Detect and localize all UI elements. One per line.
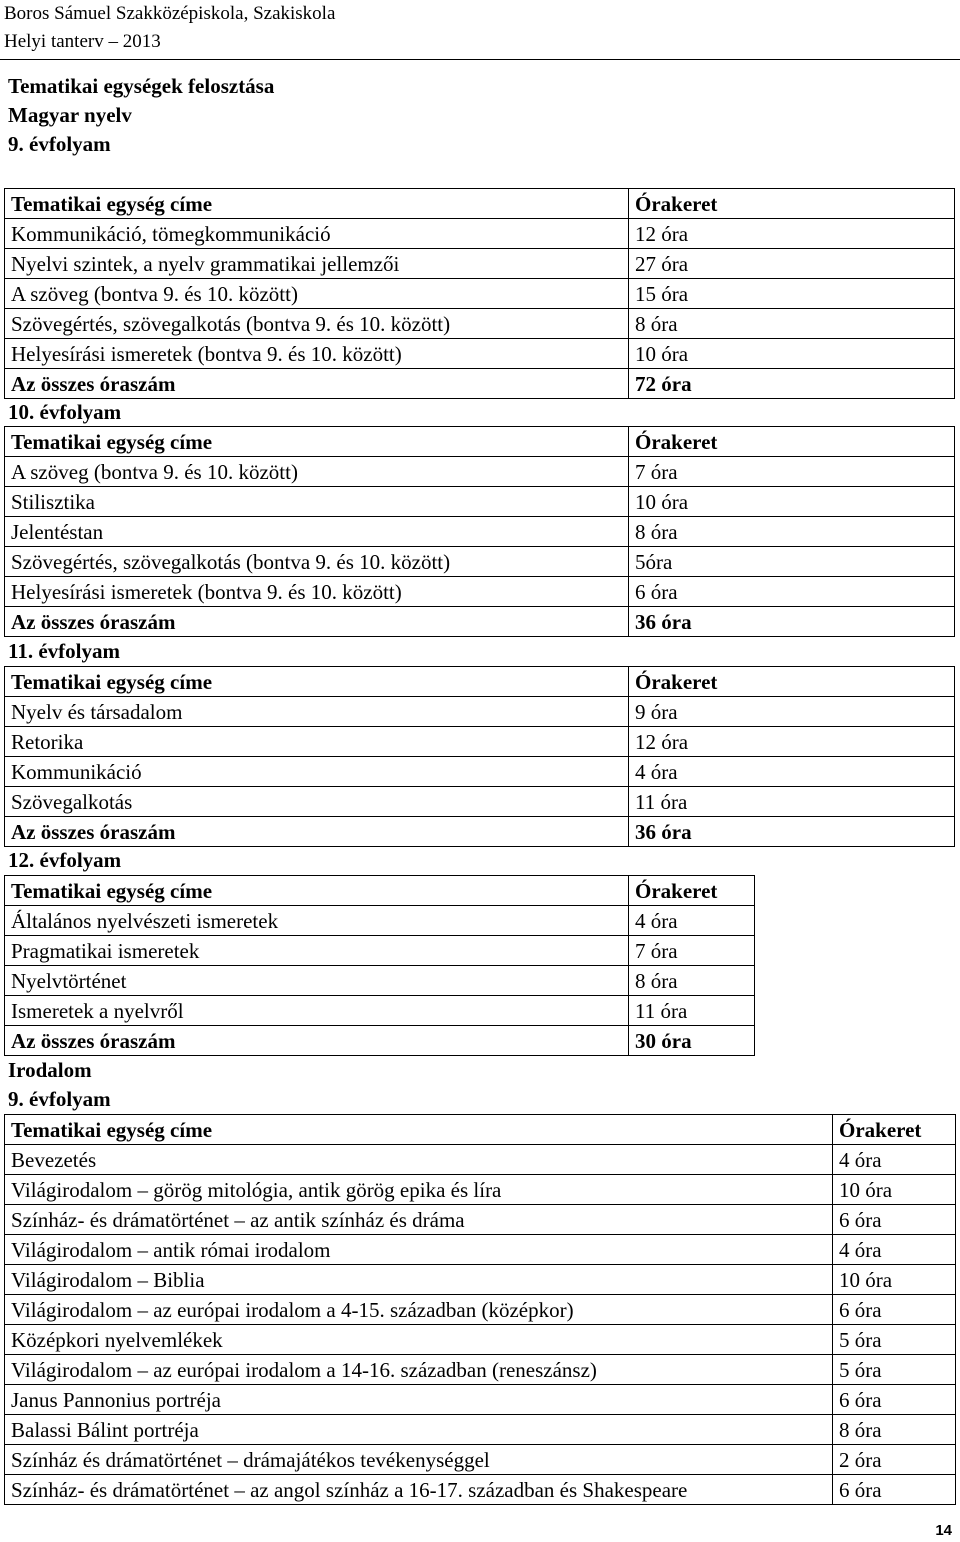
table-row <box>5 547 955 577</box>
topic-cell: Az összes óraszám <box>5 369 629 399</box>
table-row <box>5 279 955 309</box>
subject-title: Magyar nyelv <box>8 103 132 127</box>
grade-title: 9. évfolyam <box>8 132 111 156</box>
topic-cell: Szövegalkotás <box>5 787 629 817</box>
topic-cell: Kommunikáció <box>5 757 629 787</box>
hours-cell: Órakeret <box>629 667 955 697</box>
hours-cell: 30 óra <box>629 1026 755 1056</box>
topic-cell: Színház- és drámatörténet – az angol színház a 16-17. században és Shakespeare <box>5 1475 833 1505</box>
hours-cell: 5 óra <box>833 1325 956 1355</box>
table-row <box>5 697 955 727</box>
table-row <box>5 1415 956 1445</box>
hours-cell: 36 óra <box>629 607 955 637</box>
topic-cell: Világirodalom – Biblia <box>5 1265 833 1295</box>
hours-cell: 12 óra <box>629 727 955 757</box>
topic-cell: Helyesírási ismeretek (bontva 9. és 10. között) <box>5 339 629 369</box>
topic-cell: Bevezetés <box>5 1145 833 1175</box>
table-row <box>5 339 955 369</box>
topic-cell: A szöveg (bontva 9. és 10. között) <box>5 279 629 309</box>
table-row <box>5 936 755 966</box>
document-titles <box>8 72 274 159</box>
table-row <box>5 457 955 487</box>
table-header-row <box>5 1115 956 1145</box>
irodalom-label: Irodalom <box>8 1058 92 1082</box>
hours-cell: 10 óra <box>833 1175 956 1205</box>
topic-cell: Színház- és drámatörténet – az antik színház és dráma <box>5 1205 833 1235</box>
page-header <box>4 0 335 56</box>
main-title: Tematikai egységek felosztása <box>8 74 275 98</box>
table-row <box>5 1325 956 1355</box>
hours-cell: 6 óra <box>833 1205 956 1235</box>
table-row <box>5 1355 956 1385</box>
table-row <box>5 487 955 517</box>
table-row <box>5 1205 956 1235</box>
topic-cell: Kommunikáció, tömegkommunikáció <box>5 219 629 249</box>
topic-cell: Nyelvtörténet <box>5 966 629 996</box>
topic-cell: Szövegértés, szövegalkotás (bontva 9. és 10. között) <box>5 309 629 339</box>
hours-cell: 4 óra <box>833 1235 956 1265</box>
hours-cell: 11 óra <box>629 787 955 817</box>
hours-cell: 10 óra <box>833 1265 956 1295</box>
table-row <box>5 1235 956 1265</box>
hours-cell: 10 óra <box>629 487 955 517</box>
topic-cell: Az összes óraszám <box>5 817 629 847</box>
hours-cell: 2 óra <box>833 1445 956 1475</box>
table-row <box>5 219 955 249</box>
hours-cell: 8 óra <box>629 309 955 339</box>
hours-cell: 8 óra <box>833 1415 956 1445</box>
table-total-row <box>5 817 955 847</box>
table-total-row <box>5 1026 755 1056</box>
table-row <box>5 517 955 547</box>
topic-cell: Helyesírási ismeretek (bontva 9. és 10. között) <box>5 577 629 607</box>
topic-cell: Jelentéstan <box>5 517 629 547</box>
hours-cell: 5 óra <box>833 1355 956 1385</box>
table-row <box>5 996 755 1026</box>
hours-cell: 6 óra <box>833 1385 956 1415</box>
hours-cell: Órakeret <box>629 189 955 219</box>
nyelv-10-table <box>4 426 955 637</box>
hours-cell: 6 óra <box>833 1295 956 1325</box>
table-row <box>5 727 955 757</box>
topic-cell: Retorika <box>5 727 629 757</box>
header-divider <box>0 59 960 60</box>
topic-cell: Janus Pannonius portréja <box>5 1385 833 1415</box>
hours-cell: 36 óra <box>629 817 955 847</box>
hours-cell: 4 óra <box>629 757 955 787</box>
curriculum-label: Helyi tanterv – 2013 <box>4 31 161 52</box>
hours-cell: 6 óra <box>629 577 955 607</box>
table-row <box>5 1145 956 1175</box>
hours-cell: Órakeret <box>629 876 755 906</box>
table-row <box>5 906 755 936</box>
topic-cell: Szövegértés, szövegalkotás (bontva 9. és 10. között) <box>5 547 629 577</box>
table-row <box>5 1295 956 1325</box>
table-header-row <box>5 876 755 906</box>
topic-cell: Tematikai egység címe <box>5 427 629 457</box>
table-row <box>5 1385 956 1415</box>
hours-cell: 7 óra <box>629 457 955 487</box>
topic-cell: Világirodalom – az európai irodalom a 14-16. században (reneszánsz) <box>5 1355 833 1385</box>
hours-cell: 10 óra <box>629 339 955 369</box>
table-header-row <box>5 189 955 219</box>
table-row <box>5 1175 956 1205</box>
topic-cell: Tematikai egység címe <box>5 1115 833 1145</box>
topic-cell: Nyelv és társadalom <box>5 697 629 727</box>
topic-cell: Tematikai egység címe <box>5 876 629 906</box>
topic-cell: Világirodalom – az európai irodalom a 4-15. században (középkor) <box>5 1295 833 1325</box>
hours-cell: 8 óra <box>629 966 755 996</box>
hours-cell: 11 óra <box>629 996 755 1026</box>
table-total-row <box>5 369 955 399</box>
hours-cell: 4 óra <box>833 1145 956 1175</box>
hours-cell: 12 óra <box>629 219 955 249</box>
school-name: Boros Sámuel Szakközépiskola, Szakiskola <box>4 3 336 24</box>
grade-12-label: 12. évfolyam <box>8 848 122 872</box>
hours-cell: 7 óra <box>629 936 755 966</box>
table-row <box>5 787 955 817</box>
topic-cell: Tematikai egység címe <box>5 667 629 697</box>
hours-cell: 27 óra <box>629 249 955 279</box>
table-row <box>5 1265 956 1295</box>
grade-10-label: 10. évfolyam <box>8 400 122 424</box>
hours-cell: 6 óra <box>833 1475 956 1505</box>
table-row <box>5 1445 956 1475</box>
irodalom-9-table <box>4 1114 956 1505</box>
topic-cell: Világirodalom – görög mitológia, antik görög epika és líra <box>5 1175 833 1205</box>
topic-cell: Színház és drámatörténet – drámajátékos tevékenységgel <box>5 1445 833 1475</box>
topic-cell: Nyelvi szintek, a nyelv grammatikai jellemzői <box>5 249 629 279</box>
hours-cell: 8 óra <box>629 517 955 547</box>
hours-cell: Órakeret <box>833 1115 956 1145</box>
hours-cell: 9 óra <box>629 697 955 727</box>
table-row <box>5 249 955 279</box>
topic-cell: A szöveg (bontva 9. és 10. között) <box>5 457 629 487</box>
topic-cell: Általános nyelvészeti ismeretek <box>5 906 629 936</box>
topic-cell: Az összes óraszám <box>5 607 629 637</box>
table-total-row <box>5 607 955 637</box>
topic-cell: Az összes óraszám <box>5 1026 629 1056</box>
nyelv-12-table <box>4 875 755 1056</box>
hours-cell: Órakeret <box>629 427 955 457</box>
table-row <box>5 966 755 996</box>
topic-cell: Balassi Bálint portréja <box>5 1415 833 1445</box>
grade-11-label: 11. évfolyam <box>8 639 120 663</box>
nyelv-9-table <box>4 188 955 399</box>
topic-cell: Stilisztika <box>5 487 629 517</box>
table-row <box>5 757 955 787</box>
table-row <box>5 309 955 339</box>
hours-cell: 5óra <box>629 547 955 577</box>
page-number: 14 <box>935 1522 952 1539</box>
topic-cell: Világirodalom – antik római irodalom <box>5 1235 833 1265</box>
table-header-row <box>5 427 955 457</box>
irodalom-grade-label: 9. évfolyam <box>8 1087 111 1111</box>
hours-cell: 4 óra <box>629 906 755 936</box>
topic-cell: Pragmatikai ismeretek <box>5 936 629 966</box>
hours-cell: 15 óra <box>629 279 955 309</box>
table-header-row <box>5 667 955 697</box>
topic-cell: Középkori nyelvemlékek <box>5 1325 833 1355</box>
nyelv-11-table <box>4 666 955 847</box>
topic-cell: Ismeretek a nyelvről <box>5 996 629 1026</box>
table-row <box>5 577 955 607</box>
hours-cell: 72 óra <box>629 369 955 399</box>
table-row <box>5 1475 956 1505</box>
topic-cell: Tematikai egység címe <box>5 189 629 219</box>
